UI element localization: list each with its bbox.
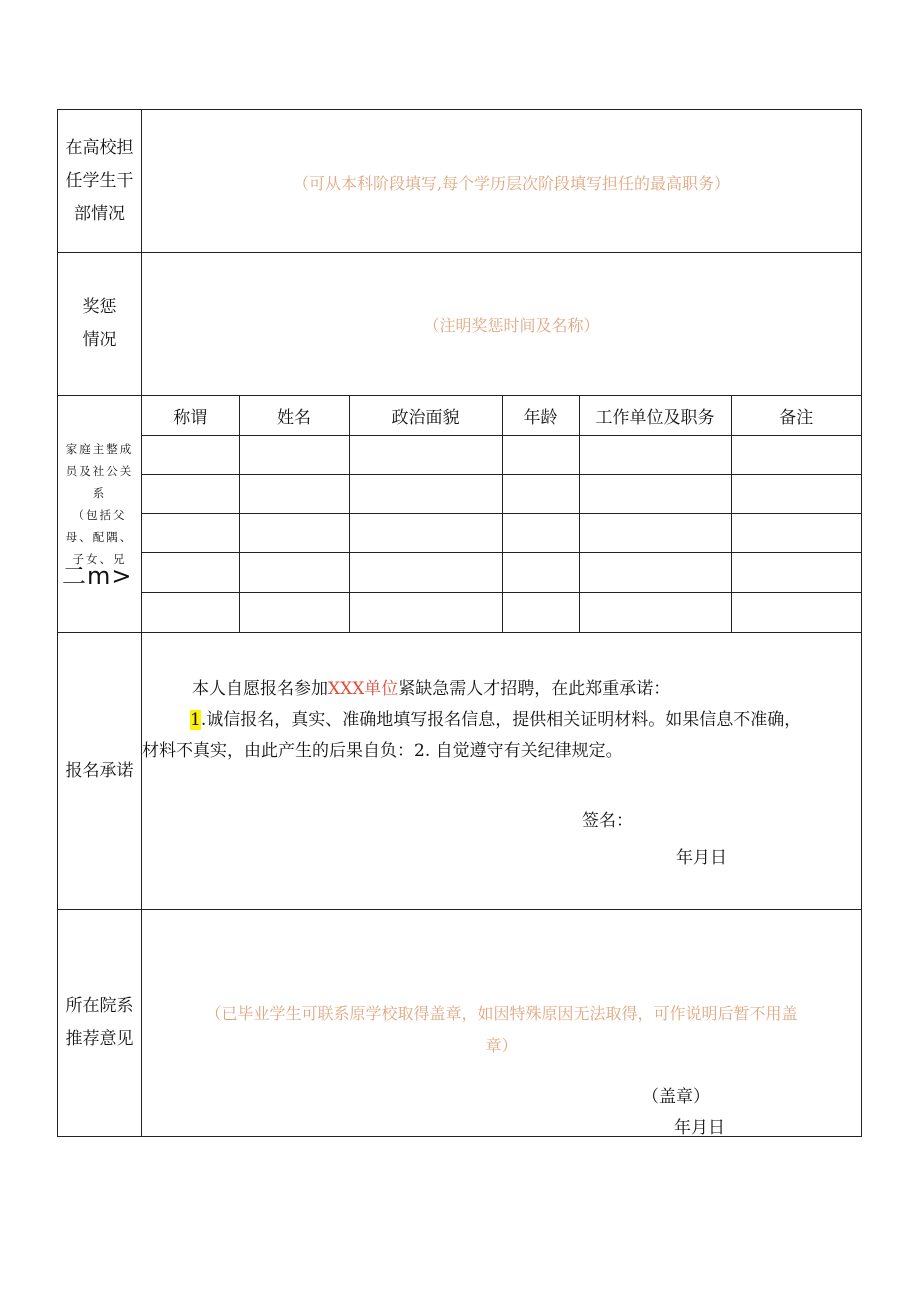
table-cell[interactable] (349, 435, 502, 474)
department-content (142, 910, 861, 1136)
pledge-unit: XXX单位 (328, 679, 399, 699)
cadre-label-cell (58, 110, 142, 252)
header-name: 姓名 (239, 396, 349, 435)
table-cell[interactable] (239, 435, 349, 474)
table-cell[interactable] (142, 474, 239, 513)
table-cell[interactable] (239, 592, 349, 632)
pledge-intro-after: 紧缺急需人才招聘，在此郑重承诺： (398, 679, 671, 699)
table-cell[interactable] (142, 552, 239, 592)
table-cell[interactable] (142, 513, 239, 552)
table-cell[interactable] (502, 592, 579, 632)
header-age: 年龄 (502, 396, 579, 435)
table-cell[interactable] (239, 513, 349, 552)
awards-label: 奖惩 情况 (82, 297, 117, 350)
cadre-label: 在高校担 任学生干 部情况 (65, 137, 134, 224)
department-date-label: 年月日 (674, 1118, 725, 1138)
family-label: 家庭主整成 员及社公关 系 （包括父 母、配隅、 子女、兄 (65, 442, 134, 566)
department-row (58, 910, 861, 1136)
header-employer-position: 工作单位及职务 (579, 396, 731, 435)
pledge-label: 报名承诺 (65, 760, 134, 781)
table-cell[interactable] (349, 513, 502, 552)
cadre-hint: （可从本科阶段填写,每个学历层次阶段填写担任的最高职务） (292, 174, 731, 193)
awards-input-area[interactable] (142, 253, 861, 395)
pledge-item-1 (190, 705, 857, 730)
family-table-header (142, 396, 861, 435)
cadre-row (58, 110, 861, 253)
awards-label-cell (58, 253, 142, 395)
header-relation: 称谓 (142, 396, 239, 435)
signature-label: 签名： (582, 811, 633, 831)
table-cell[interactable] (239, 474, 349, 513)
pledge-intro-before: 本人自愿报名参加 (192, 679, 328, 699)
table-cell[interactable] (349, 474, 502, 513)
table-cell[interactable] (142, 435, 239, 474)
table-cell[interactable] (349, 592, 502, 632)
pledge-item-number: 1 (190, 710, 201, 730)
table-cell[interactable] (731, 552, 861, 592)
table-cell[interactable] (579, 552, 731, 592)
table-cell[interactable] (731, 474, 861, 513)
table-cell[interactable] (579, 474, 731, 513)
family-row (58, 396, 861, 633)
department-hint-line-1: （已毕业学生可联系原学校取得盖章，如因特殊原因无法取得，可作说明后暂不用盖 (205, 1004, 798, 1023)
family-table (142, 396, 861, 632)
table-cell[interactable] (579, 513, 731, 552)
department-label: 所在院系 推荐意见 (65, 996, 134, 1049)
family-label-overflow: 二m> (62, 562, 133, 590)
table-cell[interactable] (142, 592, 239, 632)
table-cell[interactable] (502, 435, 579, 474)
pledge-label-cell (58, 633, 142, 909)
table-row (142, 513, 861, 552)
table-cell[interactable] (502, 552, 579, 592)
stamp-label: （盖章） (642, 1087, 710, 1107)
table-cell[interactable] (731, 513, 861, 552)
table-row (142, 474, 861, 513)
table-cell[interactable] (349, 552, 502, 592)
pledge-row (58, 633, 861, 910)
awards-row (58, 253, 861, 396)
family-label-cell (58, 396, 142, 632)
pledge-content (142, 633, 861, 909)
department-hint-line-2: 章） (485, 1036, 518, 1055)
table-row (142, 435, 861, 474)
table-cell[interactable] (579, 592, 731, 632)
table-cell[interactable] (579, 435, 731, 474)
family-table-area (142, 396, 861, 632)
header-political-status: 政治面貌 (349, 396, 502, 435)
application-form (57, 109, 862, 1137)
header-remarks: 备注 (731, 396, 861, 435)
table-cell[interactable] (731, 592, 861, 632)
table-row (142, 592, 861, 632)
table-cell[interactable] (239, 552, 349, 592)
pledge-intro (192, 674, 857, 699)
department-label-cell (58, 910, 142, 1136)
table-row (142, 552, 861, 592)
table-cell[interactable] (731, 435, 861, 474)
cadre-input-area[interactable] (142, 110, 861, 252)
pledge-date-label: 年月日 (676, 848, 727, 868)
pledge-item-1-text: .诚信报名，真实、准确地填写报名信息，提供相关证明材料。如果信息不准确， (200, 710, 802, 730)
table-cell[interactable] (502, 474, 579, 513)
table-cell[interactable] (502, 513, 579, 552)
pledge-item-1-continued: 材料不真实，由此产生的后果自负：2. 自觉遵守有关纪律规定。 (142, 741, 623, 761)
awards-hint: （注明奖惩时间及名称） (423, 316, 600, 335)
